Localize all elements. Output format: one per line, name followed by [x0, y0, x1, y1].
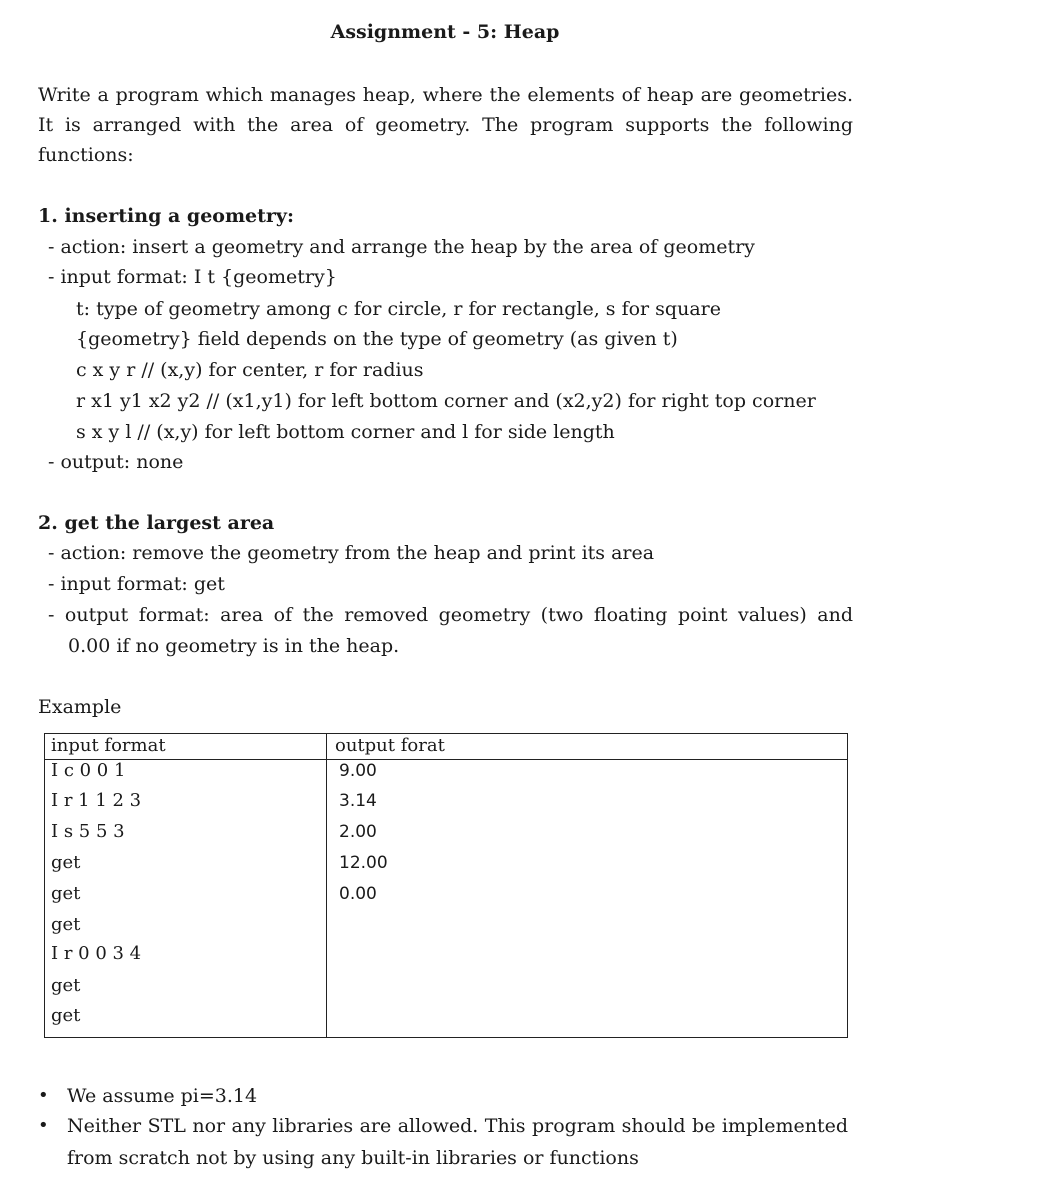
table-input-cell: I r 0 0 3 4 — [51, 943, 142, 964]
page-title: Assignment - 5: Heap — [330, 21, 560, 43]
note-pi: We assume pi=3.14 — [67, 1085, 258, 1107]
bullet-icon: • — [38, 1085, 49, 1106]
table-input-cell: I r 1 1 2 3 — [51, 790, 142, 811]
section1-rect-format: r x1 y1 x2 y2 // (x1,y1) for left bottom corner and (x2,y2) for right top corner — [76, 390, 816, 412]
table-input-cell: get — [51, 975, 81, 996]
table-header-output: output forat — [335, 735, 445, 756]
section1-circle-format: c x y r // (x,y) for center, r for radius — [76, 359, 424, 381]
section2-action: - action: remove the geometry from the heap and print its area — [48, 542, 655, 564]
intro-line-1: Write a program which manages heap, where the elements of heap are geometries. — [38, 84, 853, 106]
example-table — [44, 733, 848, 1038]
table-input-cell: I s 5 5 3 — [51, 821, 125, 842]
bullet-icon: • — [38, 1115, 49, 1136]
intro-line-2: It is arranged with the area of geometry. The program supports the following — [38, 114, 853, 136]
section2-input-format: - input format: get — [48, 573, 225, 595]
table-input-cell: get — [51, 852, 81, 873]
table-output-cell: 3.14 — [339, 791, 377, 811]
table-input-cell: get — [51, 883, 81, 904]
note-no-stl-line-2: from scratch not by using any built-in libraries or functions — [67, 1147, 639, 1169]
section1-output: - output: none — [48, 451, 184, 473]
note-no-stl-line-1: Neither STL nor any libraries are allowed. This program should be implemented — [67, 1115, 848, 1137]
example-label: Example — [38, 696, 122, 718]
section1-type-desc: t: type of geometry among c for circle, r for rectangle, s for square — [76, 298, 721, 320]
table-input-cell: get — [51, 914, 81, 935]
section2-output-format: - output format: area of the removed geometry (two floating point values) and — [48, 604, 853, 626]
section1-action: - action: insert a geometry and arrange the heap by the area of geometry — [48, 236, 755, 258]
section1-input-format: - input format: I t {geometry} — [48, 266, 337, 288]
section1-geometry-desc: {geometry} field depends on the type of geometry (as given t) — [76, 328, 678, 350]
table-input-cell: get — [51, 1005, 81, 1026]
table-header-input: input format — [51, 735, 166, 756]
section1-heading: 1. inserting a geometry: — [38, 205, 294, 227]
section2-heading: 2. get the largest area — [38, 512, 275, 534]
table-output-cell: 2.00 — [339, 822, 377, 842]
table-input-cell: I c 0 0 1 — [51, 760, 126, 781]
section2-output-note: 0.00 if no geometry is in the heap. — [68, 635, 400, 657]
intro-line-3: functions: — [38, 144, 134, 166]
table-output-cell: 0.00 — [339, 884, 377, 904]
table-output-cell: 9.00 — [339, 761, 377, 781]
table-output-cell: 12.00 — [339, 853, 388, 873]
section1-square-format: s x y l // (x,y) for left bottom corner and l for side length — [76, 421, 615, 443]
